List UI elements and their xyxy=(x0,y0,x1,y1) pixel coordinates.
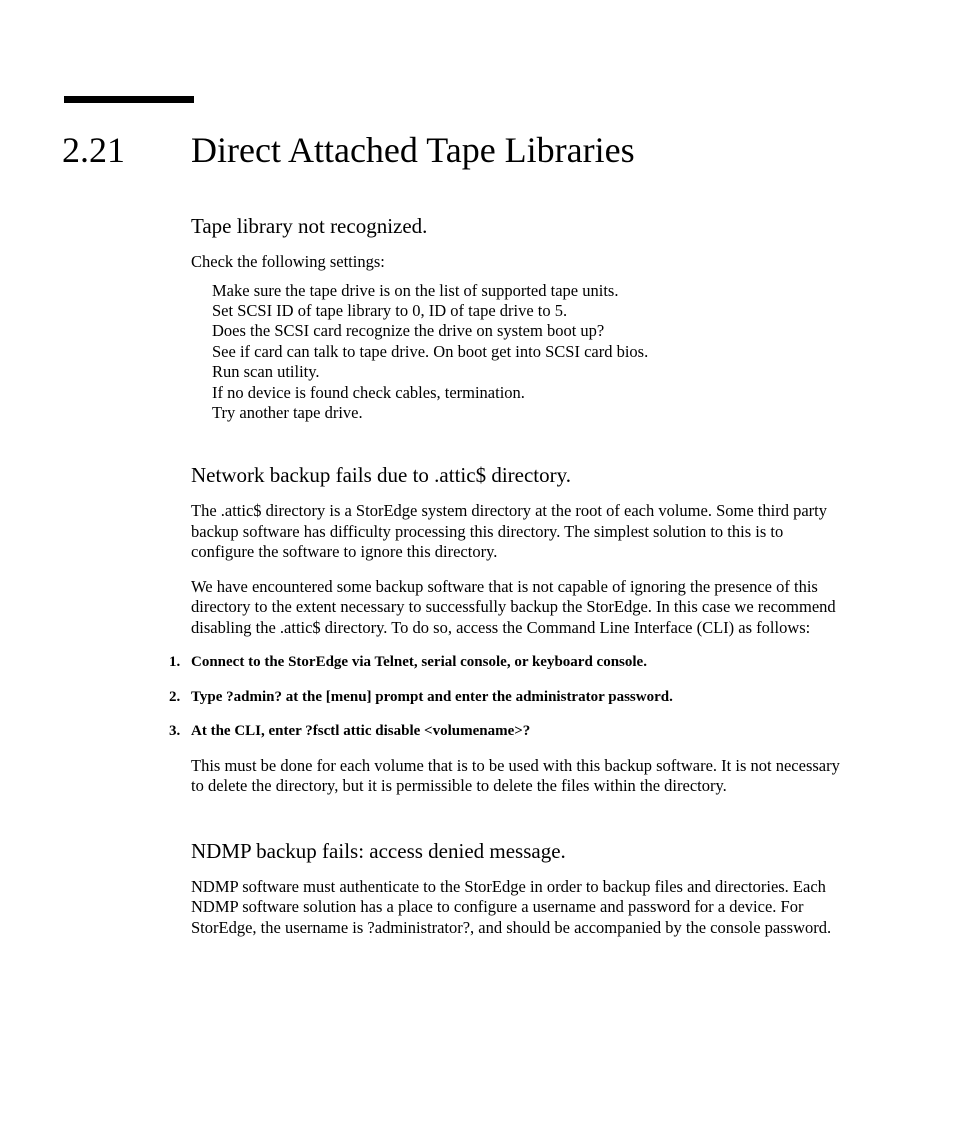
cli-step xyxy=(169,687,841,707)
step-number: 3. xyxy=(169,723,181,740)
tape-intro: Check the following settings: xyxy=(191,252,385,271)
tape-check-list xyxy=(212,281,841,424)
network-paragraph: The .attic$ directory is a StorEdge system directory at the root of each volume. Some third party backup software has difficulty processing this directory. The simplest solution to this is to configure the software to ignore this directory. xyxy=(191,501,827,562)
step-text: At the CLI, enter ?fsctl attic disable <volumename>? xyxy=(191,723,531,740)
network-paragraph: This must be done for each volume that is to be used with this backup software. It is not necessary to delete the directory, but it is permissible to delete the files within the directory. xyxy=(191,755,840,796)
tape-check-item: See if card can talk to tape drive. On boot get into SCSI card bios. xyxy=(212,341,649,361)
cli-step xyxy=(169,721,841,741)
section-number: 2.21 xyxy=(62,130,125,170)
cli-step xyxy=(169,652,841,672)
step-text: Type ?admin? at the [menu] prompt and enter the administrator password. xyxy=(191,688,673,705)
section-title: Direct Attached Tape Libraries xyxy=(191,130,635,170)
tape-check-item: Run scan utility. xyxy=(212,362,320,382)
step-text: Connect to the StorEdge via Telnet, serial console, or keyboard console. xyxy=(191,654,647,671)
tape-check-item: Does the SCSI card recognize the drive on system boot up? xyxy=(212,321,605,341)
section-rule xyxy=(64,96,194,103)
tape-check-item: Try another tape drive. xyxy=(212,402,363,422)
network-paragraph: We have encountered some backup software that is not capable of ignoring the presence of this directory to the extent necessary to successfully backup the StorEdge. In this case we recommend disabling the .attic$ directory. To do so, access the Command Line Interface (CLI) as follows: xyxy=(191,576,836,637)
ndmp-heading: NDMP backup fails: access denied message. xyxy=(191,838,566,863)
step-number: 1. xyxy=(169,654,181,671)
network-heading: Network backup fails due to .attic$ directory. xyxy=(191,463,572,488)
tape-check-item: If no device is found check cables, termination. xyxy=(212,382,525,402)
tape-check-item: Make sure the tape drive is on the list of supported tape units. xyxy=(212,280,619,300)
step-number: 2. xyxy=(169,688,181,705)
ndmp-paragraph: NDMP software must authenticate to the StorEdge in order to backup files and directories. Each NDMP software solution has a place to configure a username and password for a device. For StorEdge, the username is ?administrator?, and should be accompanied by the console password. xyxy=(191,876,832,937)
tape-check-item: Set SCSI ID of tape library to 0, ID of tape drive to 5. xyxy=(212,300,568,320)
tape-heading: Tape library not recognized. xyxy=(191,214,428,238)
section-body xyxy=(169,212,841,952)
cli-steps xyxy=(169,652,841,741)
